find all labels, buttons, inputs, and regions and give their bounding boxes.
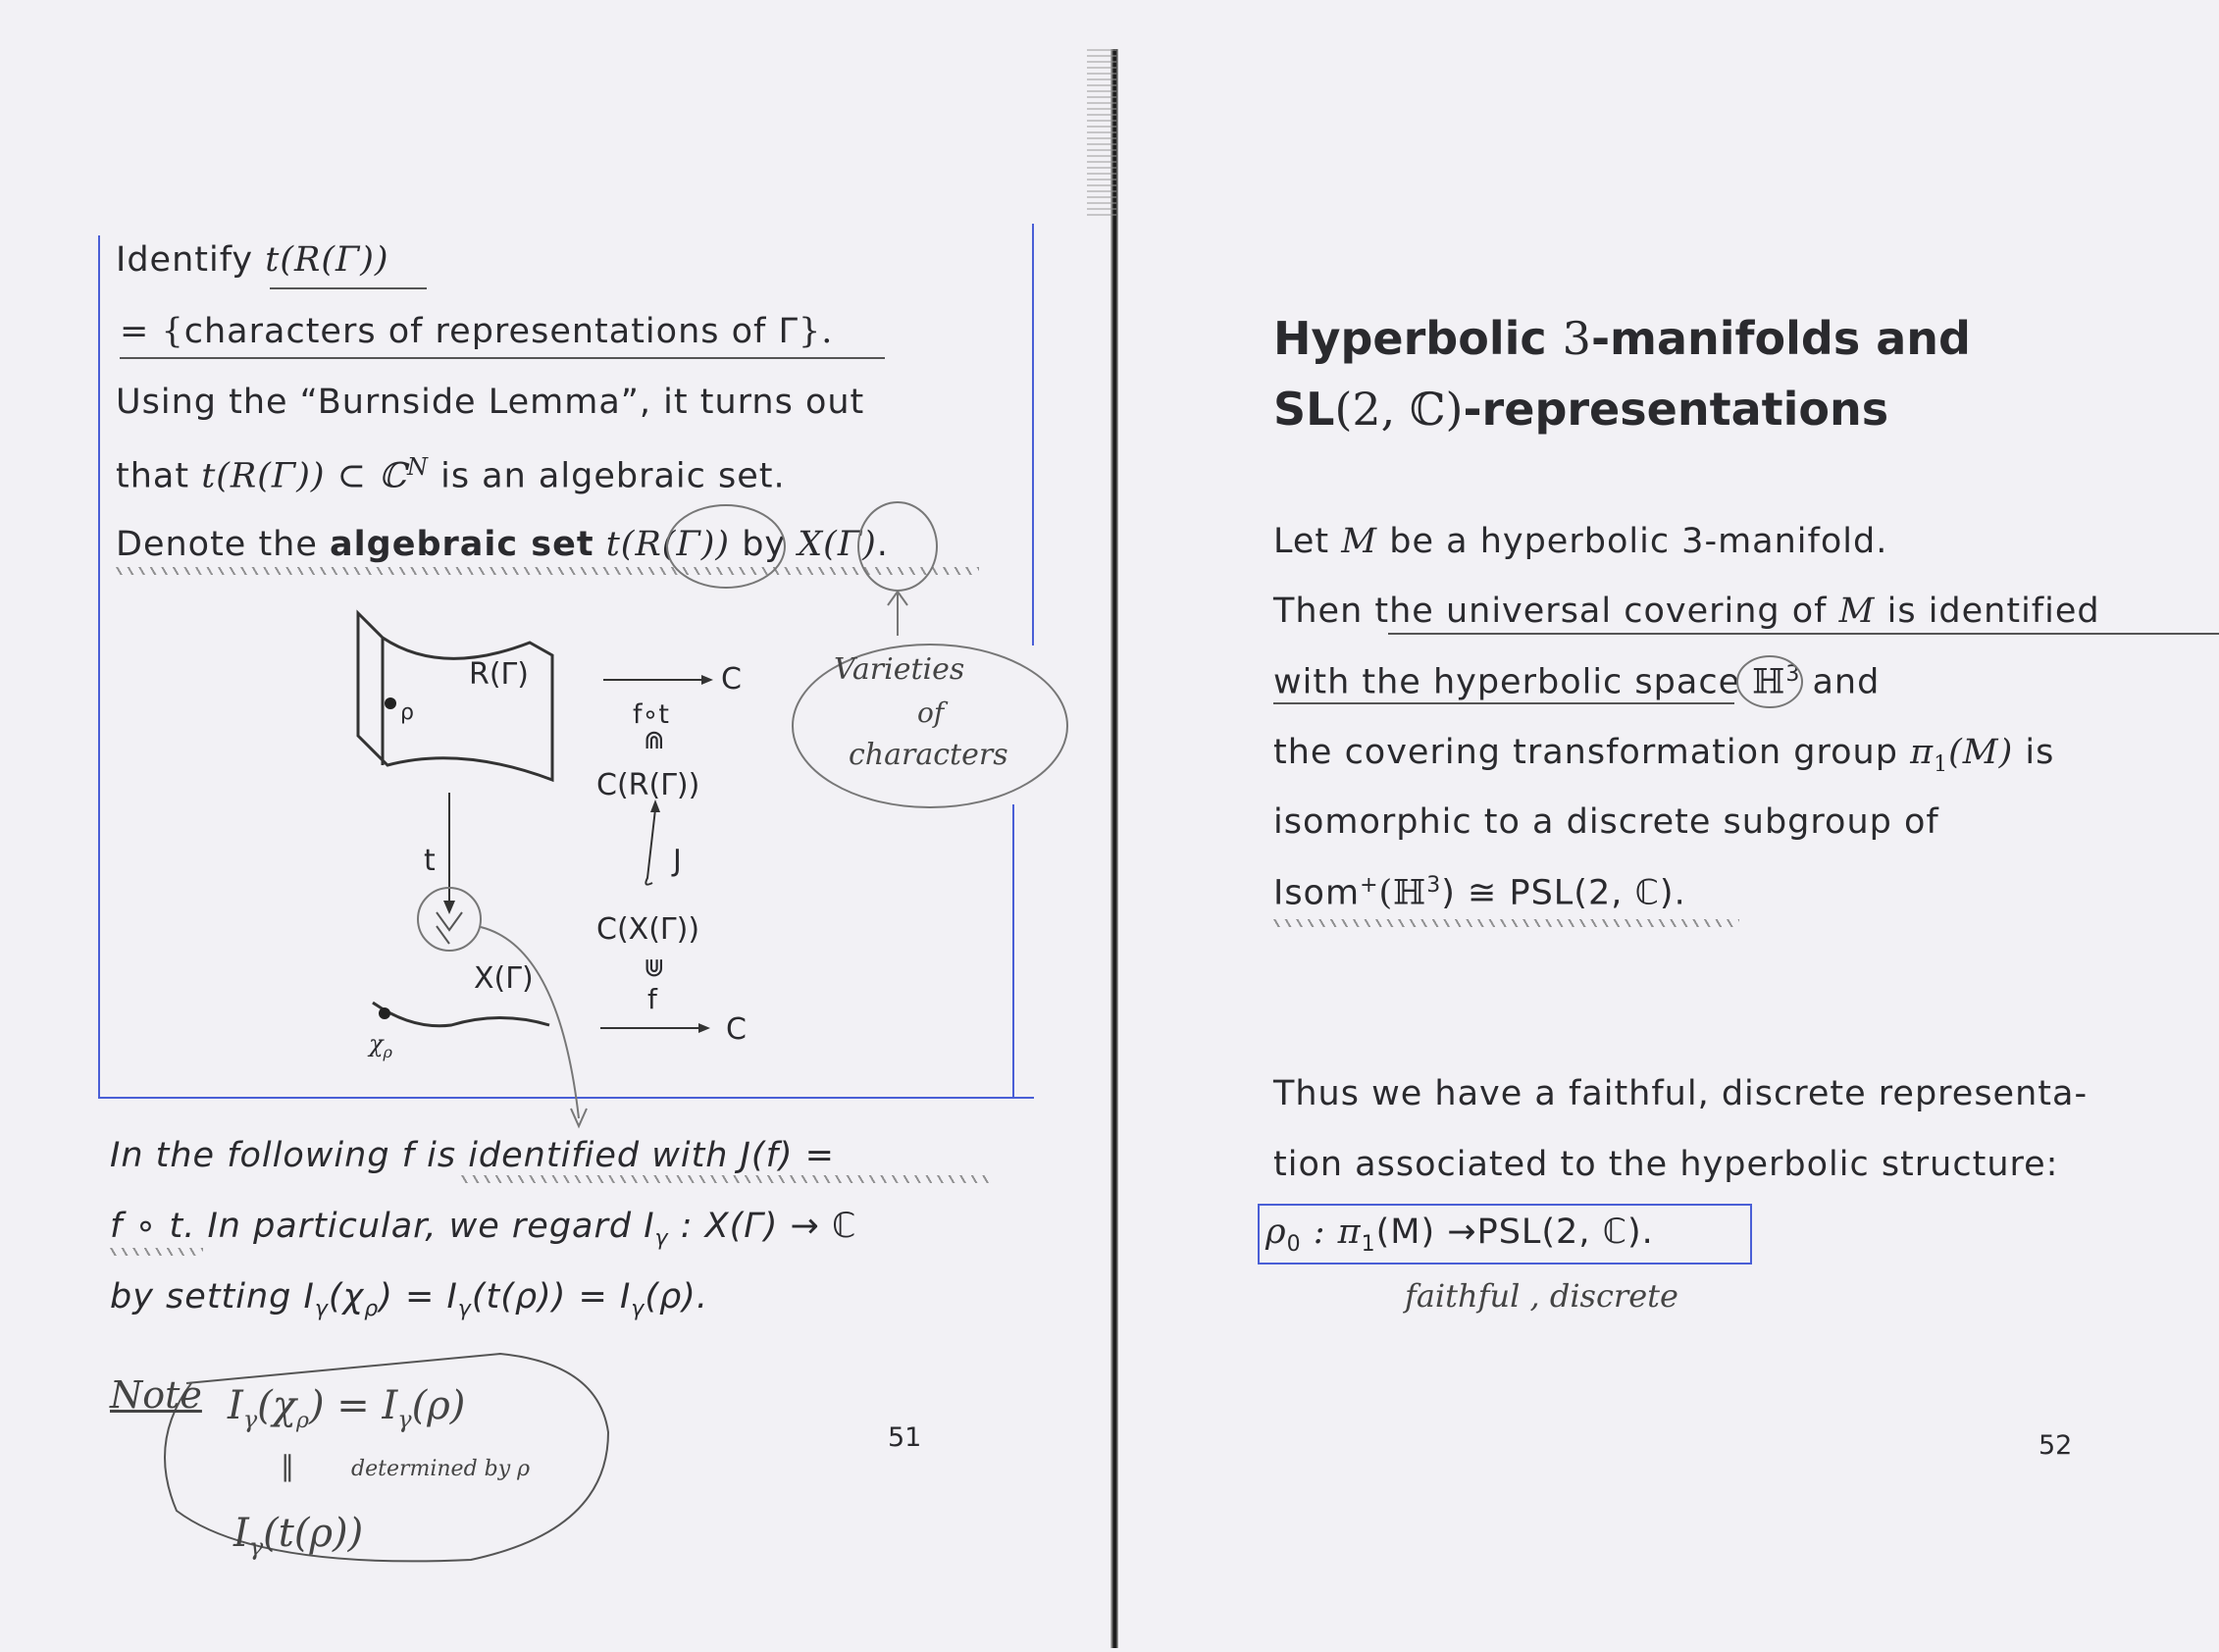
algebraic-set-bold: algebraic set [330, 525, 594, 564]
page-number-51: 51 [888, 1422, 922, 1453]
n1-sub2: γ [397, 1406, 412, 1433]
after-2-sub: γ [654, 1226, 669, 1251]
circle-t-r-gamma [667, 505, 785, 588]
after-2-a: f ∘ t. In particular, we regard I [110, 1207, 655, 1246]
rho-point [385, 697, 396, 709]
n1-mid: ) = I [308, 1383, 398, 1428]
pi: π [1910, 733, 1935, 772]
after-3-s1: γ [314, 1297, 329, 1321]
note-varieties-2: of [917, 697, 945, 729]
label-c-r-gamma: C(R(Γ)) [596, 768, 700, 802]
title-manifolds: -manifolds and [1590, 312, 1971, 365]
circle-x-gamma [858, 502, 937, 591]
after-3-s3: γ [457, 1297, 472, 1321]
brace-close: }. [798, 312, 834, 351]
after-3-s4: γ [631, 1297, 645, 1321]
psl: ) ≅ PSL(2, ℂ). [1441, 873, 1686, 913]
label-c-bottom: C [726, 1012, 747, 1047]
chi-rho-point [379, 1007, 390, 1019]
pi-sub: 1 [1934, 752, 1949, 777]
title-2c: (2, ℂ) [1334, 383, 1464, 436]
by-text: by [730, 525, 799, 564]
rho0-formula [1265, 1213, 1654, 1257]
n2-sub: γ [248, 1533, 264, 1561]
circle-h3 [1737, 656, 1802, 707]
title-3: 3 [1562, 312, 1591, 365]
label-chi-rho [369, 1030, 392, 1061]
t-of-r-gamma: t(R(Γ)) [265, 240, 389, 280]
universal-covering: the universal covering of [1374, 592, 1839, 631]
label-f-o-t: f∘t [633, 699, 669, 730]
note-varieties-1: Varieties [834, 652, 965, 687]
label-c-top: C [721, 662, 742, 697]
label-r-gamma: R(Γ) [469, 657, 529, 692]
and: and [1800, 662, 1881, 702]
label-t: t [424, 844, 436, 878]
equals-brace: = { [120, 312, 184, 351]
after-2-rest: : X(Γ) → ℂ [668, 1207, 857, 1246]
is: is [2013, 733, 2055, 772]
faithful-discrete-note: faithful , discrete [1405, 1277, 1678, 1315]
period: . [876, 525, 889, 564]
n2-end: (t(ρ)) [263, 1511, 364, 1556]
n1-arg: (χ [257, 1383, 296, 1428]
r-gamma-sheet [358, 613, 552, 780]
rho0-sub: 0 [1286, 1232, 1302, 1257]
after-3-a: by setting I [110, 1277, 315, 1316]
after-line-2 [110, 1207, 856, 1251]
be-hyperbolic: be a hyperbolic 3-manifold. [1377, 522, 1888, 561]
let: Let [1273, 522, 1342, 561]
n1-end: (ρ) [411, 1383, 466, 1428]
rho0: ρ [1265, 1213, 1287, 1252]
n2-i: I [233, 1511, 249, 1556]
isom-h-sup: 3 [1426, 873, 1442, 898]
covering-group: the covering transformation group [1273, 733, 1911, 772]
x-gamma-curve [373, 1003, 549, 1026]
x-gamma: X(Γ) [798, 525, 877, 564]
label-in-top: ⋒ [644, 726, 665, 755]
algebraic-set-text: is an algebraic set. [428, 456, 786, 496]
page-number-52: 52 [2038, 1430, 2073, 1461]
n1-i: I [228, 1383, 243, 1428]
after-3-rest2: (t(ρ)) = I [471, 1277, 632, 1316]
title-representations: -representations [1463, 383, 1889, 436]
p1-line-4 [1273, 733, 2054, 777]
that-text: that [116, 456, 202, 496]
note-varieties-3: characters [849, 738, 1008, 772]
wavy-underline-isom [1273, 919, 1739, 927]
p2-line-2: tion associated to the hyperbolic structure: [1273, 1145, 2059, 1184]
arrow-to-text [481, 927, 579, 1118]
m-2: M [1838, 592, 1876, 631]
n1-sub: γ [242, 1406, 258, 1433]
note-parallel: ‖ [281, 1450, 294, 1482]
isom: Isom [1273, 873, 1361, 913]
title-hyperbolic: Hyperbolic [1273, 312, 1563, 365]
superscript-n: N [406, 453, 429, 481]
of-m: (M) [1948, 733, 2014, 772]
rho0-pi: : π [1301, 1213, 1362, 1252]
note-determined: determined by ρ [351, 1457, 531, 1481]
after-3-s2: ρ [364, 1297, 380, 1321]
characters-text: characters of representations of Γ [183, 312, 799, 351]
isom-plus: + [1360, 873, 1379, 898]
arrow-j [645, 809, 655, 885]
label-c-x-gamma: C(X(Γ)) [596, 912, 700, 947]
then: Then [1273, 592, 1375, 631]
after-3-end: (ρ). [645, 1277, 708, 1316]
p1-line-6 [1273, 873, 1686, 913]
note-eq-2 [233, 1511, 363, 1561]
h3: ℍ [1752, 662, 1786, 702]
label-j: J [673, 844, 682, 878]
title-sl: SL [1273, 383, 1335, 436]
rho0-psl: (M) →PSL(2, ℂ). [1375, 1213, 1654, 1252]
wavy-underline-fot [110, 1248, 203, 1256]
rho0-pi-sub: 1 [1361, 1232, 1376, 1257]
subset-cn: t(R(Γ)) ⊂ ℂ [201, 456, 407, 496]
denote-text: Denote the [116, 525, 331, 564]
p2-line-1: Thus we have a faithful, discrete representa- [1273, 1074, 2089, 1113]
isom-h: (ℍ [1378, 873, 1427, 913]
n1-argsub: ρ [296, 1409, 309, 1433]
chi: χ [369, 1030, 384, 1058]
m: M [1341, 522, 1378, 561]
label-rho: ρ [400, 700, 414, 725]
chi-sub: ρ [383, 1042, 392, 1061]
note-label: Note [110, 1373, 202, 1417]
after-line-3 [110, 1277, 708, 1321]
wavy-underline-after [461, 1175, 991, 1183]
after-line-1: In the following f is identified with J(f) = [110, 1136, 836, 1175]
h3-sup: 3 [1785, 662, 1801, 687]
identify-text: Identify [116, 240, 266, 280]
label-x-gamma: X(Γ) [474, 961, 534, 996]
p1-line-5: isomorphic to a discrete subgroup of [1273, 802, 1939, 842]
page-52 [1118, 0, 2219, 1652]
box-line-3: Using the “Burnside Lemma”, it turns out [116, 383, 865, 422]
note-eq-1 [228, 1383, 465, 1433]
label-f: f [647, 983, 657, 1015]
after-3-mid: (χ [328, 1277, 365, 1316]
with-hyperbolic-space: with the hyperbolic space [1273, 662, 1753, 702]
label-in-bottom: ⋓ [644, 954, 665, 983]
after-3-rest: ) = I [379, 1277, 458, 1316]
t-r-gamma-2: t(R(Γ)) [593, 525, 731, 564]
is-identified: is identified [1875, 592, 2100, 631]
